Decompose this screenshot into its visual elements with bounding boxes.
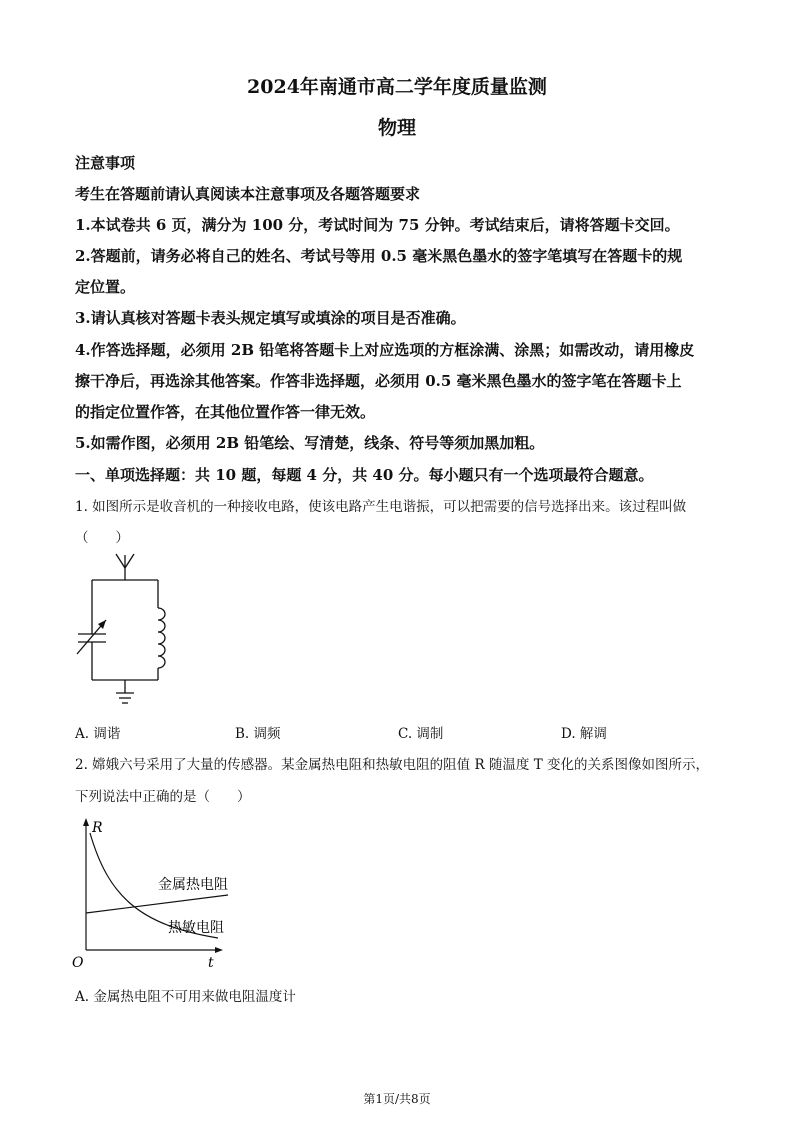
thermistor-label: 热敏电阻	[168, 920, 224, 936]
section-1-heading: 一、单项选择题：共 10 题，每题 4 分，共 40 分。每小题只有一个选项最符合题意。	[75, 466, 654, 484]
origin-label: O	[72, 955, 84, 970]
notice-item-4-line1: 4.作答选择题，必须用 2B 铅笔将答题卡上对应选项的方框涂满、涂黑；如需改动，请用橡皮	[75, 341, 695, 359]
q1-option-d: D. 解调	[561, 726, 607, 742]
q1-option-c: C. 调制	[398, 726, 444, 742]
notice-item-1: 1.本试卷共 6 页，满分为 100 分，考试时间为 75 分钟。考试结束后，请将答题卡交回。	[75, 216, 680, 234]
x-axis-label: t	[208, 955, 214, 970]
antenna-left-arm	[116, 554, 125, 568]
metal-resistor-line	[86, 895, 228, 913]
subject-title: 物理	[377, 117, 416, 139]
x-axis-arrow	[215, 947, 223, 953]
question-2-stem: 2. 嫦娥六号采用了大量的传感器。某金属热电阻和热敏电阻的阻值 R 随温度 T 变化的关系图像如图所示，	[75, 757, 710, 773]
notice-item-3: 3.请认真核对答题卡表头规定填写或填涂的项目是否准确。	[75, 309, 466, 327]
y-axis-arrow	[83, 818, 89, 826]
notice-intro: 考生在答题前请认真阅读本注意事项及各题答题要求	[75, 185, 421, 203]
metal-resistor-label: 金属热电阻	[158, 877, 228, 893]
resistance-temperature-graph	[68, 815, 258, 970]
notice-item-4-line2: 擦干净后，再选涂其他答案。作答非选择题，必须用 0.5 毫米黑色墨水的签字笔在答题卡上	[75, 372, 682, 390]
notice-item-2-line1: 2.答题前，请务必将自己的姓名、考试号等用 0.5 毫米黑色墨水的签字笔填写在答题卡的规	[75, 247, 683, 265]
inductor-coil	[158, 608, 165, 668]
q1-option-a: A. 调谐	[75, 726, 121, 742]
receiver-circuit-figure	[70, 550, 180, 720]
question-2-line2: 下列说法中正确的是（ ）	[75, 789, 251, 805]
q1-option-b: B. 调频	[235, 726, 281, 742]
exam-title: 2024年南通市高二学年度质量监测	[247, 76, 547, 98]
q2-option-a: A. 金属热电阻不可用来做电阻温度计	[75, 989, 296, 1005]
y-axis-label: R	[92, 820, 103, 836]
notice-item-2-line2: 定位置。	[75, 278, 136, 296]
antenna-right-arm	[125, 554, 134, 568]
question-1-stem: 1. 如图所示是收音机的一种接收电路，使该电路产生电谐振，可以把需要的信号选择出来。该过程叫做	[75, 499, 687, 515]
page-number: 第1页/共8页	[363, 1092, 431, 1106]
notice-heading: 注意事项	[75, 154, 136, 172]
question-1-blank: （ ）	[75, 530, 129, 546]
notice-item-5: 5.如需作图，必须用 2B 铅笔绘、写清楚，线条、符号等须加黑加粗。	[75, 434, 545, 452]
notice-item-4-line3: 的指定位置作答，在其他位置作答一律无效。	[75, 403, 376, 421]
